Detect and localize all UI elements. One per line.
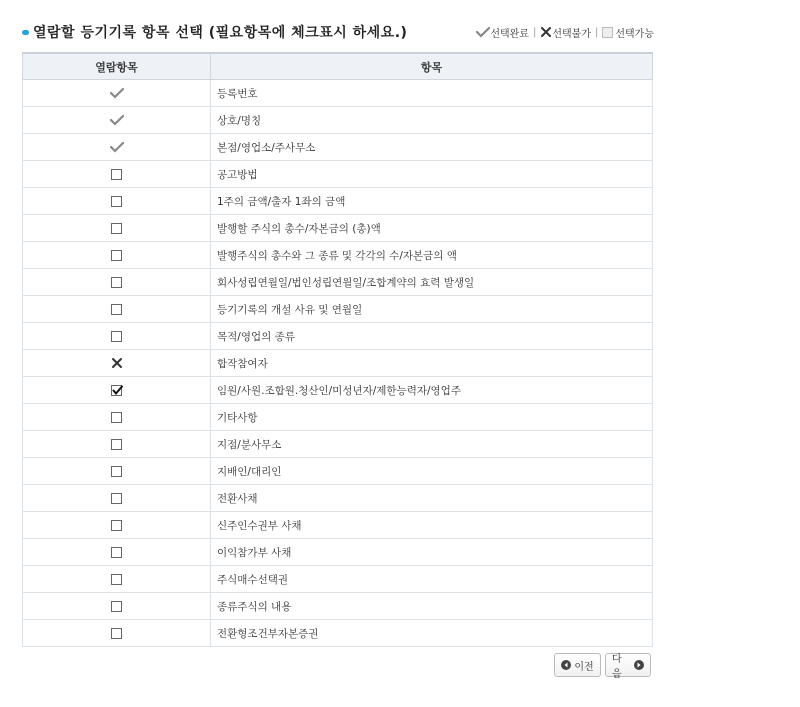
legend-separator: | (594, 26, 599, 38)
checkbox-wrapper[interactable] (109, 544, 125, 560)
table-row (23, 566, 653, 593)
checkbox-wrapper[interactable] (109, 247, 125, 263)
item-checkbox[interactable] (111, 304, 122, 315)
row-select-cell (23, 377, 211, 404)
row-item-label: 상호/명칭 (211, 107, 653, 134)
checkbox-wrapper[interactable] (109, 220, 125, 236)
table-row (23, 269, 653, 296)
table-row (23, 215, 653, 242)
table-row (23, 107, 653, 134)
table-row (23, 458, 653, 485)
table-row (23, 296, 653, 323)
checkbox-wrapper[interactable] (109, 598, 125, 614)
unavailable-x-icon (109, 355, 125, 371)
row-select-cell (23, 215, 211, 242)
row-select-cell (23, 323, 211, 350)
next-button-label: 다음 (612, 654, 622, 680)
row-item-label: 공고방법 (211, 161, 653, 188)
row-item-label: 이익참가부 사채 (211, 539, 653, 566)
row-item-label: 전환형조건부자본증권 (211, 620, 653, 647)
table-row (23, 431, 653, 458)
item-checkbox[interactable] (111, 250, 122, 261)
checkbox-wrapper[interactable] (109, 517, 125, 533)
table-row (23, 512, 653, 539)
row-select-cell (23, 458, 211, 485)
legend-separator: | (532, 26, 537, 38)
row-item-label: 목적/영업의 종류 (211, 323, 653, 350)
legend (476, 20, 654, 44)
checkbox-wrapper[interactable] (109, 328, 125, 344)
next-arrow-icon (634, 660, 644, 670)
checkbox-wrapper[interactable] (109, 463, 125, 479)
row-select-cell (23, 485, 211, 512)
checkbox-wrapper[interactable] (109, 382, 125, 398)
section-title-text: 열람할 등기기록 항목 선택 (필요항목에 체크표시 하세요.) (33, 25, 408, 41)
table-row (23, 188, 653, 215)
table-row (23, 350, 653, 377)
row-select-cell (23, 350, 211, 377)
table-row (23, 161, 653, 188)
items-table (22, 52, 653, 647)
done-check-icon (109, 112, 125, 128)
table-row (23, 620, 653, 647)
row-select-cell (23, 161, 211, 188)
legend-available-label: 선택가능 (615, 28, 654, 40)
item-checkbox[interactable] (111, 412, 122, 423)
legend-done (476, 25, 529, 40)
checkbox-wrapper[interactable] (109, 625, 125, 641)
available-box-icon (602, 27, 613, 38)
item-checkbox[interactable] (111, 277, 122, 288)
legend-unavailable (540, 25, 591, 40)
row-item-label: 본점/영업소/주사무소 (211, 134, 653, 161)
table-row (23, 323, 653, 350)
item-checkbox[interactable] (111, 439, 122, 450)
done-check-icon (109, 85, 125, 101)
item-checkbox[interactable] (111, 331, 122, 342)
item-checkbox[interactable] (111, 223, 122, 234)
row-select-cell (23, 431, 211, 458)
item-checkbox[interactable] (111, 169, 122, 180)
table-row (23, 134, 653, 161)
row-select-cell (23, 242, 211, 269)
table-body (23, 80, 653, 647)
legend-unavailable-label: 선택불가 (552, 28, 591, 40)
row-select-cell (23, 539, 211, 566)
row-select-cell (23, 593, 211, 620)
checkbox-wrapper[interactable] (109, 193, 125, 209)
table-row (23, 242, 653, 269)
table-row (23, 377, 653, 404)
row-item-label: 등기기록의 개설 사유 및 연월일 (211, 296, 653, 323)
prev-button-label: 이전 (574, 661, 594, 673)
page-header (22, 20, 654, 44)
checkbox-wrapper[interactable] (109, 490, 125, 506)
row-select-cell (23, 134, 211, 161)
row-item-label: 지배인/대리인 (211, 458, 653, 485)
table-row (23, 80, 653, 107)
row-item-label: 임원/사원.조합원.청산인/미성년자/제한능력자/영업주 (211, 377, 653, 404)
row-item-label: 기타사항 (211, 404, 653, 431)
row-item-label: 주식매수선택권 (211, 566, 653, 593)
done-check-icon (476, 26, 490, 38)
next-button[interactable] (605, 653, 651, 680)
item-checkbox[interactable] (111, 601, 122, 612)
row-select-cell (23, 188, 211, 215)
item-checkbox[interactable] (111, 196, 122, 207)
item-checkbox[interactable] (111, 466, 122, 477)
item-checkbox[interactable] (111, 547, 122, 558)
pager (554, 653, 651, 680)
row-select-cell (23, 296, 211, 323)
prev-arrow-icon (561, 660, 571, 670)
column-header-item: 항목 (211, 53, 653, 80)
row-select-cell (23, 107, 211, 134)
title-bullet-icon (22, 30, 29, 35)
item-checkbox[interactable] (111, 574, 122, 585)
row-select-cell (23, 512, 211, 539)
row-item-label: 종류주식의 내용 (211, 593, 653, 620)
column-header-view-item: 열람항목 (23, 53, 211, 80)
row-select-cell (23, 269, 211, 296)
row-item-label: 신주인수권부 사채 (211, 512, 653, 539)
row-item-label: 발행할 주식의 총수/자본금의 (총)액 (211, 215, 653, 242)
legend-available (602, 25, 654, 40)
row-item-label: 등록번호 (211, 80, 653, 107)
table-row (23, 539, 653, 566)
row-select-cell (23, 620, 211, 647)
item-checkbox[interactable] (111, 628, 122, 639)
checkbox-wrapper[interactable] (109, 301, 125, 317)
row-item-label: 발행주식의 총수와 그 종류 및 각각의 수/자본금의 액 (211, 242, 653, 269)
row-select-cell (23, 566, 211, 593)
checkbox-wrapper[interactable] (109, 274, 125, 290)
legend-done-label: 선택완료 (490, 28, 529, 40)
row-item-label: 회사성립연월일/법인성립연월일/조합계약의 효력 발생일 (211, 269, 653, 296)
row-item-label: 1주의 금액/출자 1좌의 금액 (211, 188, 653, 215)
item-checkbox[interactable] (111, 385, 122, 396)
checkbox-wrapper[interactable] (109, 571, 125, 587)
row-item-label: 전환사채 (211, 485, 653, 512)
table-header-row (23, 53, 653, 80)
row-item-label: 합작참여자 (211, 350, 653, 377)
item-checkbox[interactable] (111, 493, 122, 504)
done-check-icon (109, 139, 125, 155)
row-select-cell (23, 80, 211, 107)
row-select-cell (23, 404, 211, 431)
prev-button[interactable] (554, 653, 601, 677)
checkbox-wrapper[interactable] (109, 409, 125, 425)
row-item-label: 지점/분사무소 (211, 431, 653, 458)
item-checkbox[interactable] (111, 520, 122, 531)
section-title (22, 20, 407, 44)
unavailable-x-icon (540, 26, 552, 38)
table-row (23, 593, 653, 620)
checkbox-wrapper[interactable] (109, 166, 125, 182)
checkbox-wrapper[interactable] (109, 436, 125, 452)
table-row (23, 404, 653, 431)
table-row (23, 485, 653, 512)
